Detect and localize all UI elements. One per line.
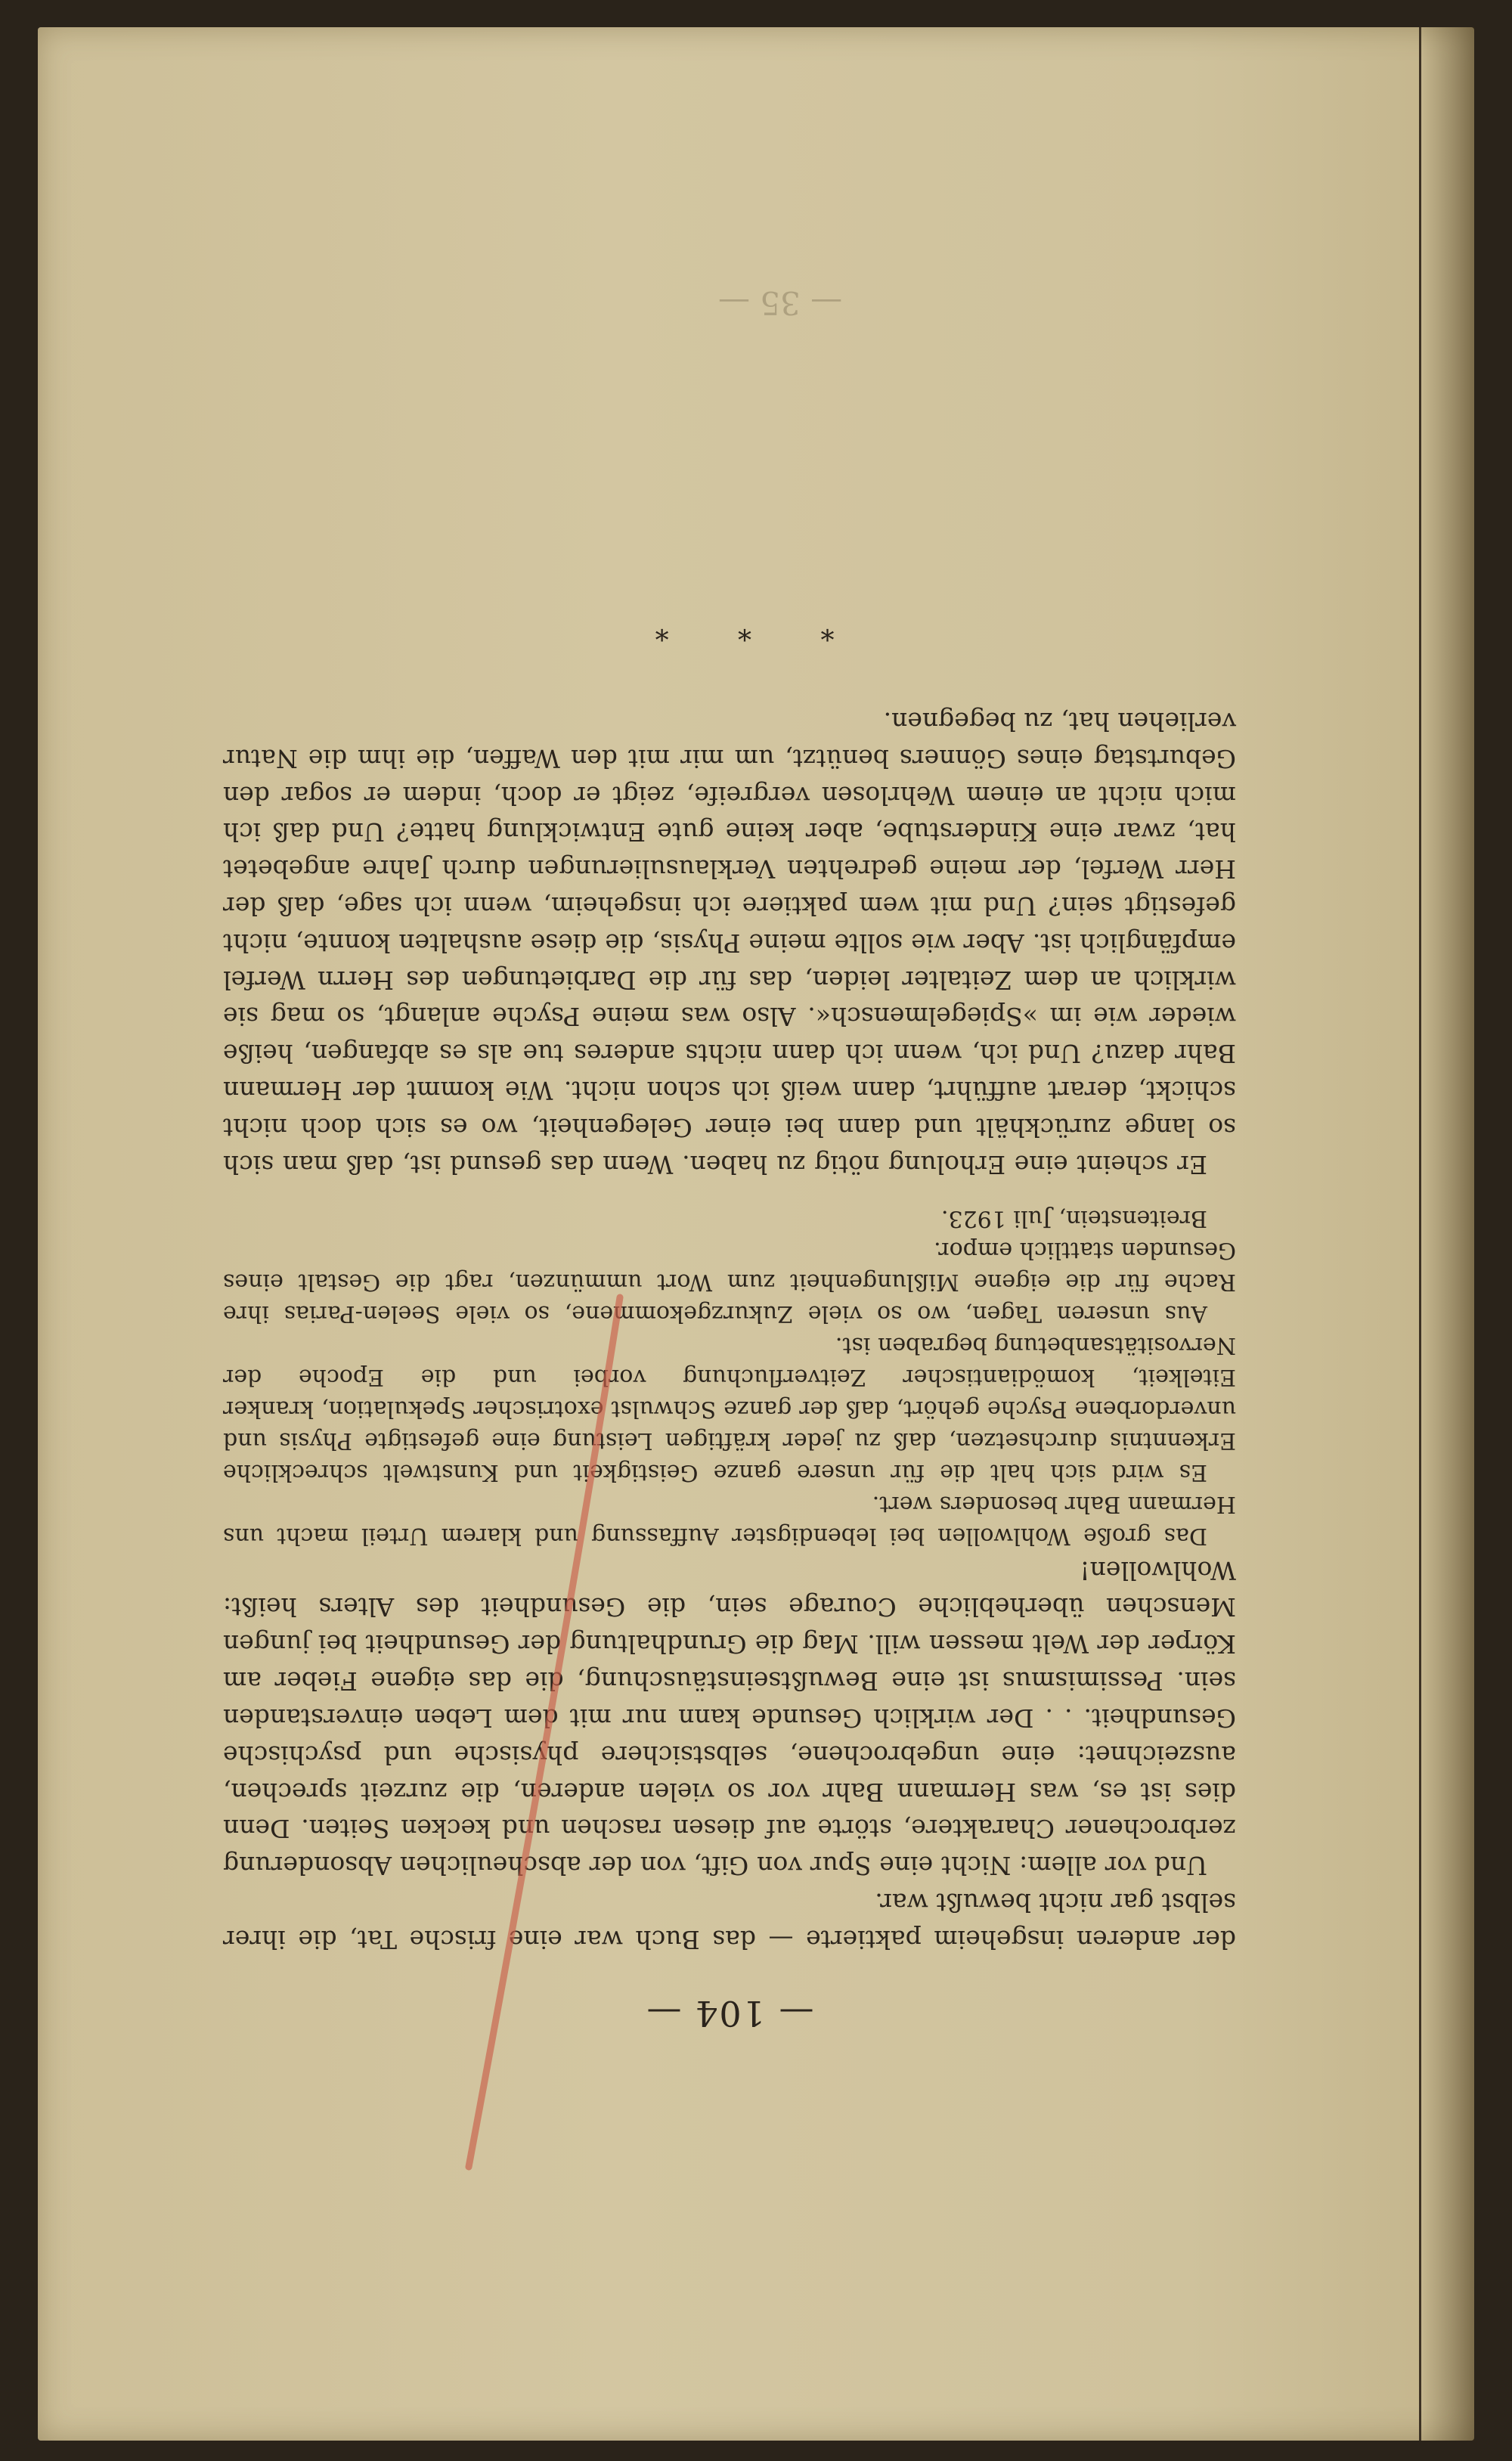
- paragraph-4: Es wird sich halt die für unsere ganze Geistigkeit und Kunstwelt schreckliche Erkenntnis durchsetzen, daß zu jeder kräftigen Leistung eine gefestigte Physis und unverdorbene Psyche gehört, daß der ganze Schwulst exotrischer Spekulation, kranker Eitelkeit, komödiantischer Zeitverfluchung vorbei und die Epoche der Nervositätsanbetung begraben ist.: [223, 1332, 1236, 1486]
- dateline: Breitenstein, Juli 1923.: [940, 1205, 1207, 1232]
- paragraph-6: Er scheint eine Erholung nötig zu haben. Wenn das gesund ist, daß man sich so lange zurückhält und dann bei einer Gelegenheit, wo es sich doch nicht schickt, derart aufführt, dann weiß ich schon nicht. Wie kommt der Hermann Bahr dazu? Und ich, wenn ich dann nichts anderes tue als es abfangen, heiße wieder wie im »Spiegelmensch«. Also was meine Psyche anlangt, so mag sie wirklich an dem Zeitalter leiden, das für die Darbietungen des Herrn Werfel empfänglich ist. Aber wie sollte meine Physis, die diese aushalten konnte, nicht gefestigt sein? Und mit wem paktiere ich insgeheim, wenn ich sage, daß der Herr Werfel, der meine gedrehten Verklausulierungen durch Jahre angebetet hat, zwar eine Kinderstube, aber keine gute Entwicklung hatte? Und daß ich mich nicht an einem Wehrlosen vergreife, zeigt er doch, indem er sogar den Geburtstag eines Gönners benützt, um mir mit den Waffen, die ihm die Natur verliehen hat, zu begegnen.: [223, 707, 1236, 1180]
- page-number: — 104 —: [645, 1993, 814, 2035]
- book-page: [38, 27, 1474, 2441]
- section-stars: * * *: [624, 614, 835, 646]
- bleed-through-page-number: — 35 —: [718, 284, 843, 321]
- page-spine-edge: [1419, 27, 1474, 2441]
- paragraph-1: der anderen insgeheim paktierte — das Buch war eine frische Tat, die ihrer selbst gar nicht bewußt war.: [223, 1888, 1236, 1955]
- paragraph-3: Das große Wohlwollen bei lebendigster Auffassung und klarem Urteil macht uns Hermann Bahr besonders wert.: [223, 1491, 1236, 1550]
- paragraph-2: Und vor allem: Nicht eine Spur von Gift, von der abscheulichen Absonderung zerbrochener Charaktere, störte auf diesen raschen und kecken Seiten. Denn dies ist es, was Hermann Bahr vor so vielen anderen, die zurzeit sprechen, auszeichnet: eine ungebrochene, selbstsichere physische und psychische Gesundheit. . . Der wirklich Gesunde kann nur mit dem Leben einverstanden sein. Pessimismus ist eine Bewußtseinstäuschung, die das eigene Fieber am Körper der Welt messen will. Mag die Grundhaltung der Gesundheit bei jungen Menschen überhebliche Courage sein, die Gesundheit des Alters heißt: Wohlwollen!: [223, 1555, 1236, 1881]
- rotated-text-block: [223, 609, 1236, 2039]
- paragraph-5: Aus unseren Tagen, wo so viele Zukurzgekommene, so viele Seelen-Parias ihre Rache für die eigene Mißlungenheit zum Wort ummünzen, ragt die Gestalt eines Gesunden stattlich empor.: [223, 1237, 1236, 1328]
